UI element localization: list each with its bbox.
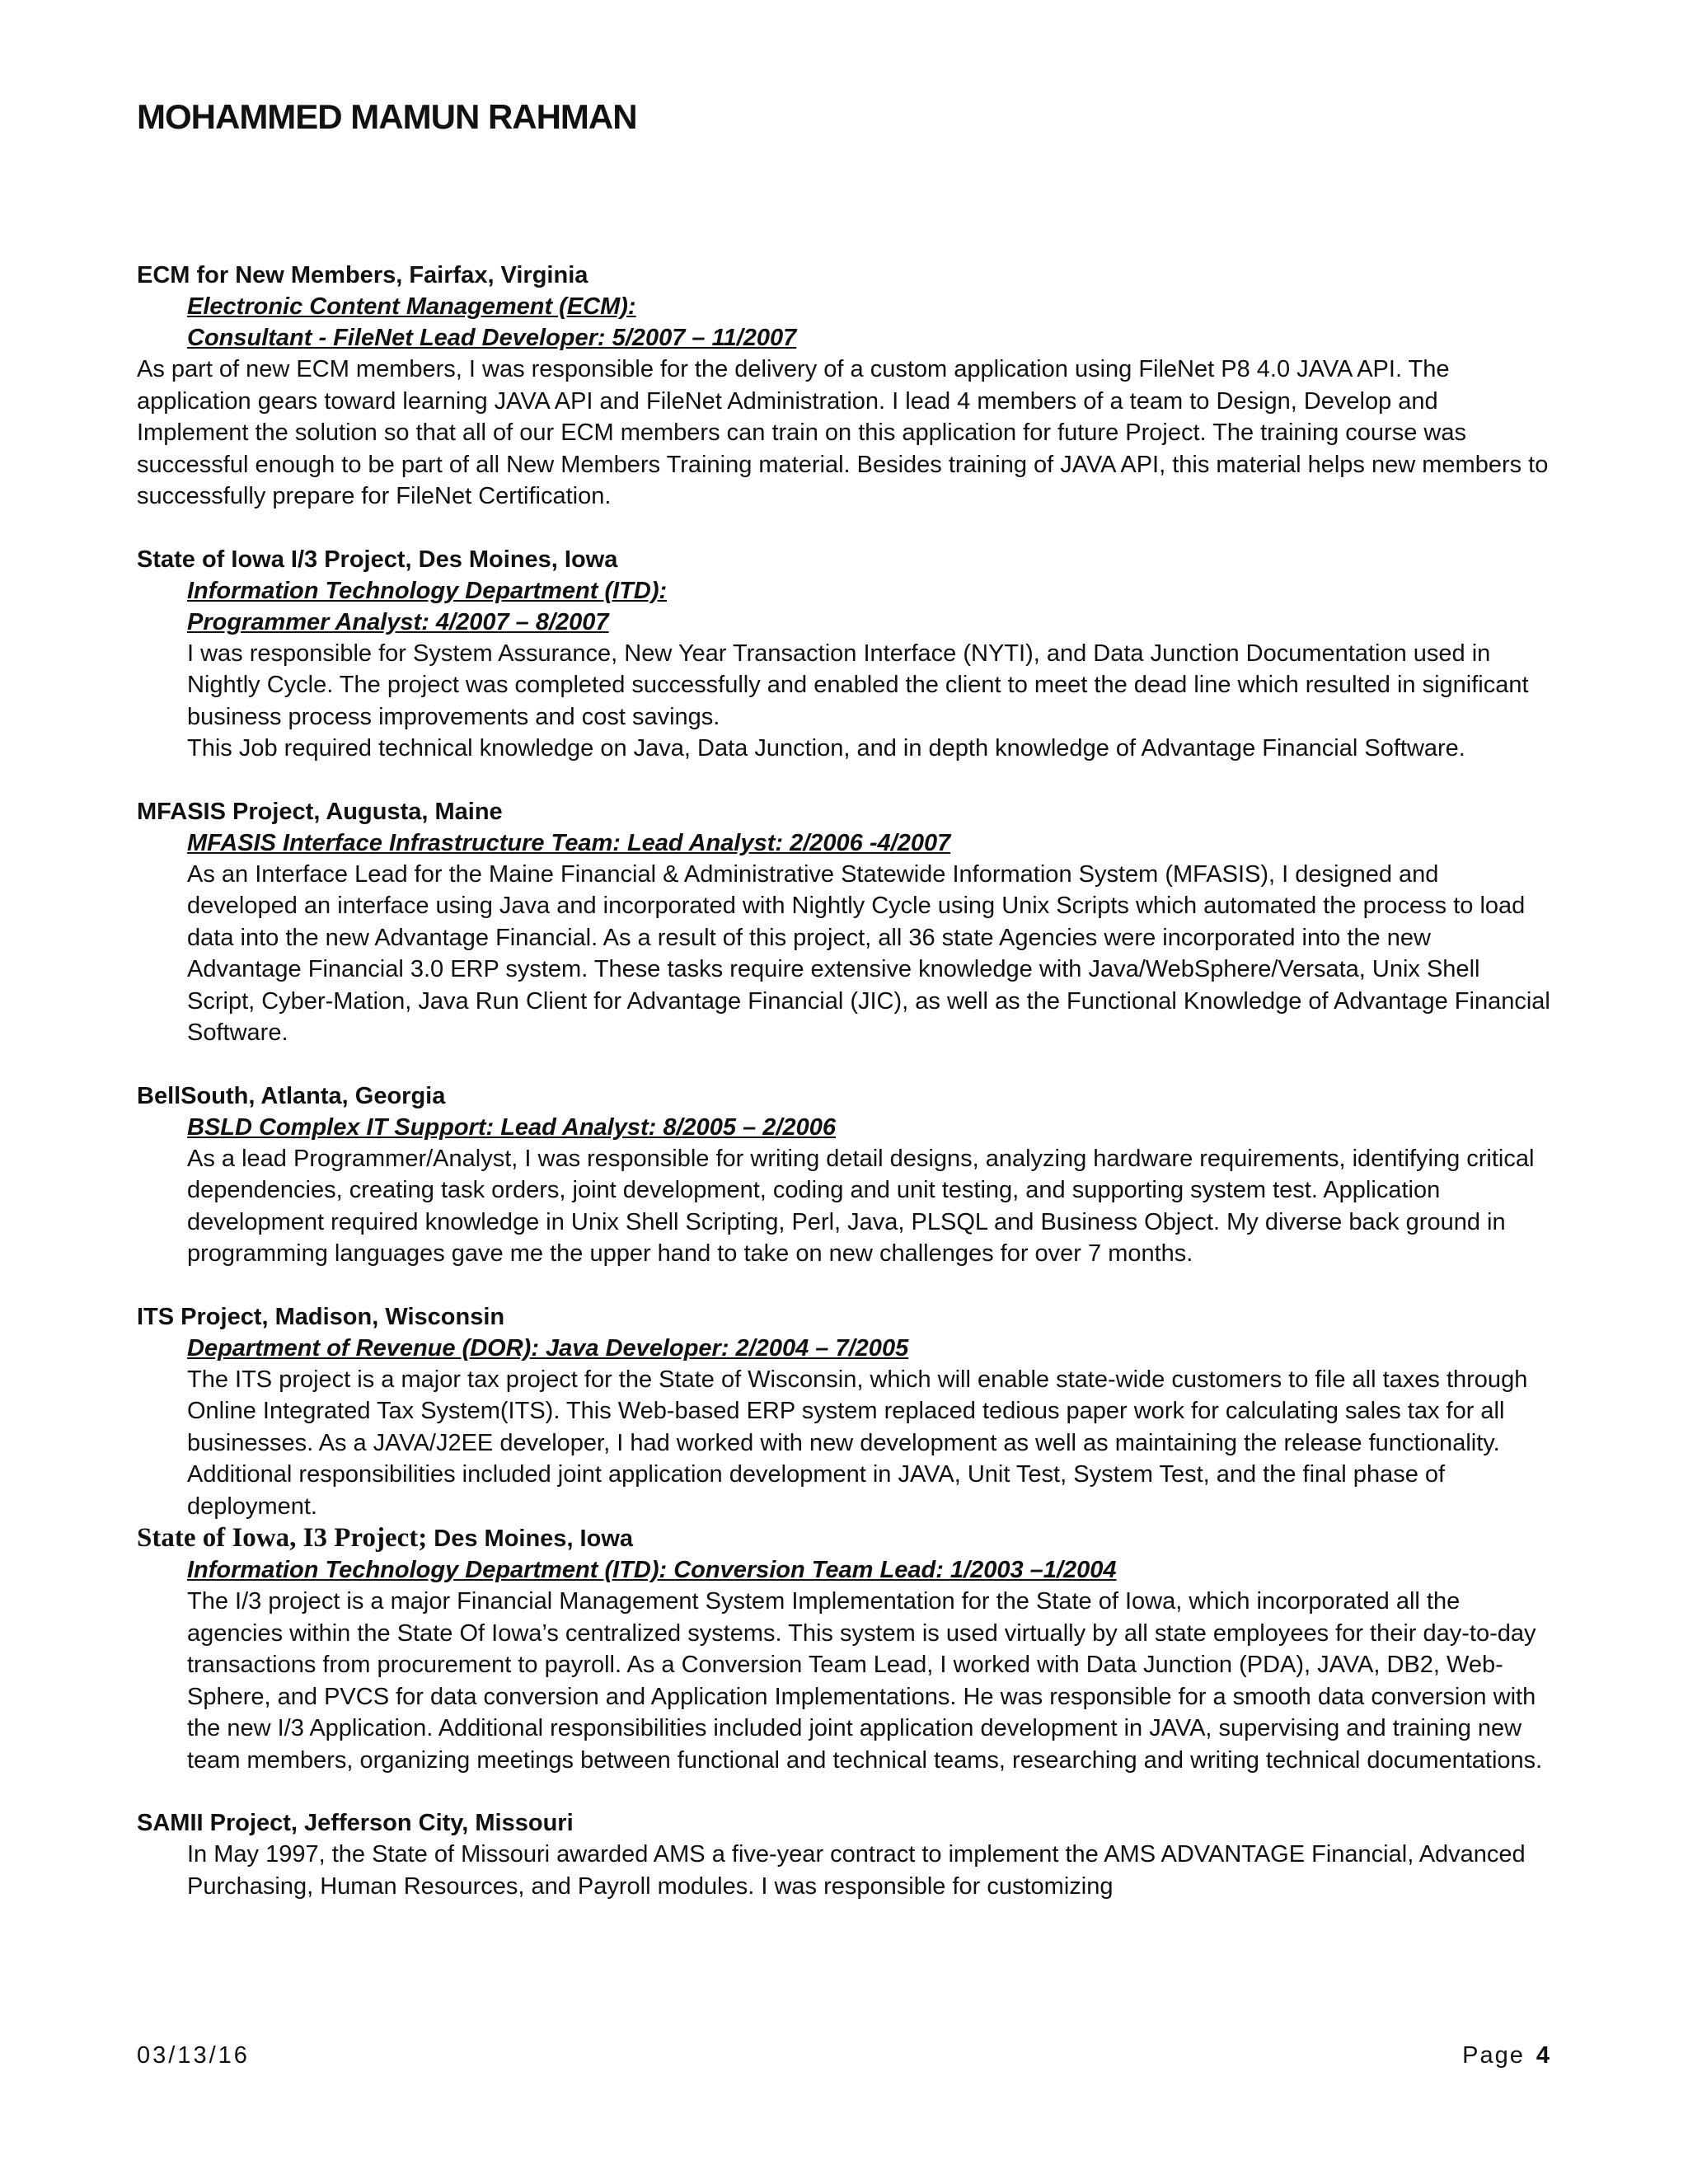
candidate-name: MOHAMMED MAMUN RAHMAN xyxy=(137,97,637,136)
project-role: Information Technology Department (ITD): Conversion Team Lead: 1/2003 –1/2004 xyxy=(187,1557,1117,1583)
project-heading-serif: State of Iowa, I3 Project; xyxy=(137,1523,428,1553)
project-heading: State of Iowa I/3 Project, Des Moines, Iowa xyxy=(137,546,618,573)
project-heading: BellSouth, Atlanta, Georgia xyxy=(137,1082,446,1109)
project-role: BSLD Complex IT Support: Lead Analyst: 8/2005 – 2/2006 xyxy=(187,1113,836,1141)
project-heading-location: Des Moines, Iowa xyxy=(434,1526,634,1552)
project-its xyxy=(137,1301,1550,1523)
project-heading: SAMII Project, Jefferson City, Missouri xyxy=(137,1810,574,1836)
project-description: In May 1997, the State of Missouri awarded AMS a five-year contract to implement the AMS ADVANTAGE Financial, Advanced Purchasing, Human Resources, and Payroll modules. I was responsible for customizing xyxy=(187,1841,1526,1900)
project-role: Electronic Content Management (ECM): xyxy=(187,293,636,320)
project-description: As an Interface Lead for the Maine Financial & Administrative Statewide Information System (MFASIS), I designed and developed an interface using Java and incorporated with Nightly Cycle using Unix Scripts which automated the process to load data into the new Advantage Financial. As a result of this project, all 36 state Agencies were incorporated into the new Advantage Financial 3.0 ERP system. These tasks require extensive knowledge with Java/WebSphere/Versata, Unix Shell Script, Cyber-Mation, Java Run Client for Advantage Financial (JIC), as well as the Functional Knowledge of Advantage Financial Software. xyxy=(187,860,1550,1046)
project-mfasis xyxy=(137,796,1550,1049)
project-heading: ITS Project, Madison, Wisconsin xyxy=(137,1303,505,1330)
project-ecm xyxy=(137,260,1550,513)
footer-page xyxy=(1462,2042,1551,2069)
project-role: Department of Revenue (DOR): Java Developer: 2/2004 – 7/2005 xyxy=(187,1334,909,1361)
page-number: 4 xyxy=(1536,2042,1551,2069)
project-iowa-i3-2007 xyxy=(137,544,1550,765)
project-description: The ITS project is a major tax project for the State of Wisconsin, which will enable state-wide customers to file all taxes through Online Integrated Tax System(ITS). This Web-based ERP system replaced tedious paper work for calculating sales tax for all businesses. As a JAVA/J2EE developer, I had worked with new development as well as maintaining the release functionality. Additional responsibilities included joint application development in JAVA, Unit Test, System Test, and the final phase of deployment. xyxy=(187,1366,1528,1520)
footer-date: 03/13/16 xyxy=(137,2042,250,2069)
project-role: Programmer Analyst: 4/2007 – 8/2007 xyxy=(187,608,609,635)
page-label: Page xyxy=(1462,2042,1525,2069)
project-description: As a lead Programmer/Analyst, I was responsible for writing detail designs, analyzing hardware requirements, identifying critical dependencies, creating task orders, joint development, coding and unit testing, and supporting system test. Application development required knowledge in Unix Shell Scripting, Perl, Java, PLSQL and Business Object. My diverse back ground in programming languages gave me the upper hand to take on new challenges for over 7 months. xyxy=(187,1145,1535,1267)
project-description: I was responsible for System Assurance, New Year Transaction Interface (NYTI), and Data Junction Documentation used in Nightly Cycle. The project was completed successfully and enabled the client to meet the dead line which resulted in significant business process improvements and cost savings. xyxy=(187,640,1529,730)
project-heading: ECM for New Members, Fairfax, Virginia xyxy=(137,262,588,288)
project-iowa-i3-2003 xyxy=(137,1522,1550,1776)
project-bellsouth xyxy=(137,1080,1550,1270)
project-description: The I/3 project is a major Financial Management System Implementation for the State of Iowa, which incorporated all the agencies within the State Of Iowa’s centralized systems. This system is used virtually by all state employees for their day-to-day transactions from procurement to payroll. As a Conversion Team Lead, I worked with Data Junction (PDA), JAVA, DB2, Web-Sphere, and PVCS for data conversion and Application Implementations. He was responsible for a smooth data conversion with the new I/3 Application. Additional responsibilities included joint application development in JAVA, supervising and training new team members, organizing meetings between functional and technical teams, researching and writing technical documentations. xyxy=(187,1588,1543,1774)
project-description: This Job required technical knowledge on Java, Data Junction, and in depth knowledge of Advantage Financial Software. xyxy=(187,735,1465,762)
experience-section xyxy=(137,260,1550,1902)
project-heading xyxy=(137,1522,1550,1554)
project-role: Information Technology Department (ITD): xyxy=(187,577,668,604)
project-role: MFASIS Interface Infrastructure Team: Lead Analyst: 2/2006 -4/2007 xyxy=(187,829,951,856)
project-heading: MFASIS Project, Augusta, Maine xyxy=(137,798,503,825)
project-description: As part of new ECM members, I was responsible for the delivery of a custom application using FileNet P8 4.0 JAVA API. The application gears toward learning JAVA API and FileNet Administration. I lead 4 members of a team to Design, Develop and Implement the solution so that all of our ECM members can train on this application for future Project. The training course was successful enough to be part of all New Members Training material. Besides training of JAVA API, this material helps new members to successfully prepare for FileNet Certification. xyxy=(137,356,1549,509)
project-role: Consultant - FileNet Lead Developer: 5/2007 – 11/2007 xyxy=(187,325,797,351)
project-samii xyxy=(137,1807,1550,1902)
